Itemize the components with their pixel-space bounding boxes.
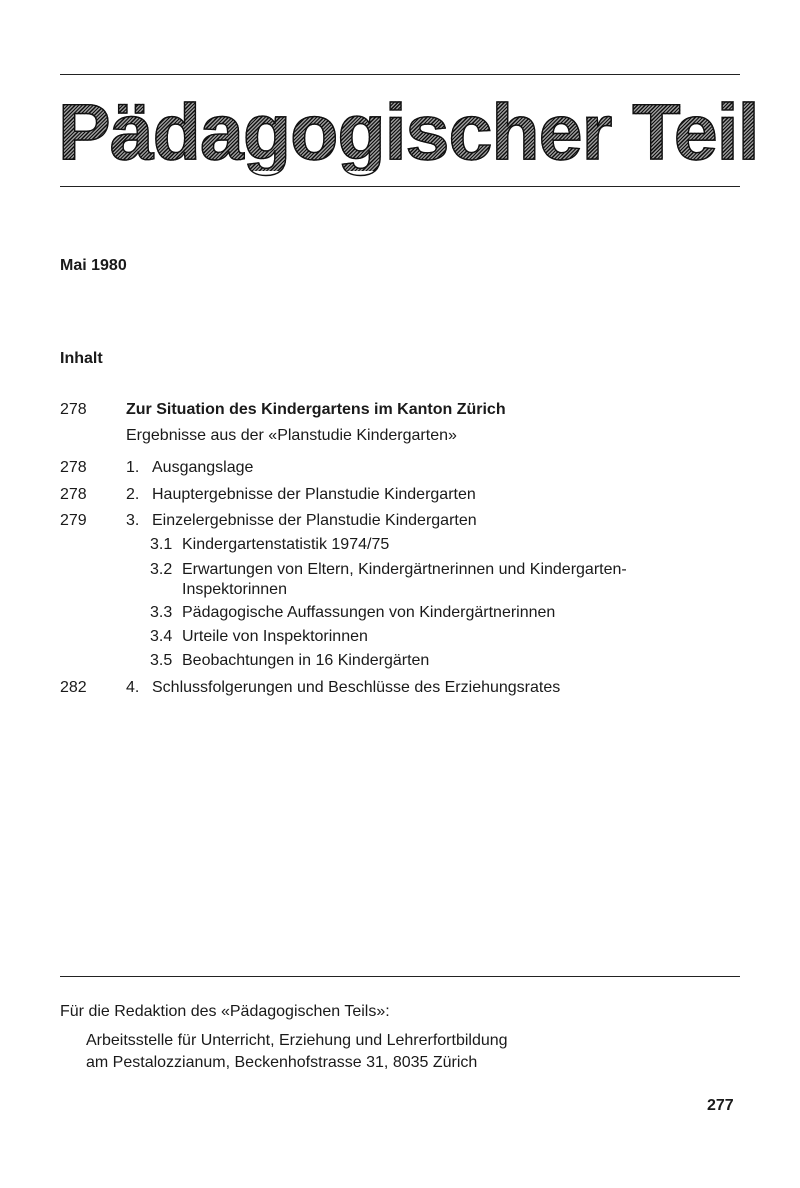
- top-rule: [60, 74, 740, 75]
- toc-item: [126, 487, 476, 503]
- section-title: Pädagogischer Teil: [58, 87, 759, 176]
- toc-subitem-number: 3.4: [150, 628, 173, 645]
- toc-item: [126, 513, 477, 529]
- toc-item-label: Schlussfolgerungen und Beschlüsse des Erziehungsrates: [152, 679, 561, 696]
- toc-item-label: Einzelergebnisse der Planstudie Kindergarten: [152, 512, 477, 529]
- editorial-label: Für die Redaktion des «Pädagogischen Teils»:: [60, 1003, 390, 1020]
- toc-subitem-number: 3.1: [150, 536, 173, 553]
- issue-date: Mai 1980: [60, 257, 127, 274]
- toc-subitem-label-continuation: Inspektorinnen: [182, 581, 287, 598]
- title-bottom-rule: [60, 186, 740, 187]
- toc-subitem-number: 3.3: [150, 604, 173, 621]
- toc-subitem: [150, 537, 389, 553]
- toc-item: [126, 460, 253, 476]
- footer-rule: [60, 976, 740, 977]
- toc-subitem: [150, 629, 368, 645]
- toc-main-page: 278: [60, 401, 87, 418]
- toc-subitem-label: Pädagogische Auffassungen von Kindergärtnerinnen: [182, 604, 556, 621]
- toc-item-number: 2.: [126, 486, 140, 503]
- toc-subitem-label: Urteile von Inspektorinnen: [182, 628, 368, 645]
- toc-item-number: 4.: [126, 679, 140, 696]
- toc-item-page: 282: [60, 679, 87, 696]
- toc-subitem-number: 3.5: [150, 652, 173, 669]
- toc-subitem: [150, 653, 429, 669]
- toc-item-page: 278: [60, 486, 87, 503]
- toc-main-title: Zur Situation des Kindergartens im Kanton Zürich: [126, 401, 506, 418]
- toc-item-page: 279: [60, 512, 87, 529]
- toc-subitem-continuation: [150, 582, 287, 598]
- toc-main-subtitle: Ergebnisse aus der «Planstudie Kindergarten»: [126, 427, 457, 444]
- address-line-2: am Pestalozzianum, Beckenhofstrasse 31, 8035 Zürich: [86, 1054, 478, 1071]
- toc-subitem: [150, 605, 555, 621]
- toc-item: [126, 680, 560, 696]
- toc-subitem-label: Kindergartenstatistik 1974/75: [182, 536, 390, 553]
- toc-item-label: Hauptergebnisse der Planstudie Kindergarten: [152, 486, 476, 503]
- contents-heading: Inhalt: [60, 350, 103, 367]
- toc-item-number: 1.: [126, 459, 140, 476]
- toc-item-number: 3.: [126, 512, 140, 529]
- page-number: 277: [707, 1097, 734, 1114]
- toc-subitem-number: 3.2: [150, 561, 173, 578]
- toc-subitem: [150, 562, 627, 578]
- address-line-1: Arbeitsstelle für Unterricht, Erziehung und Lehrerfortbildung: [86, 1032, 508, 1049]
- toc-item-page: 278: [60, 459, 87, 476]
- toc-item-label: Ausgangslage: [152, 459, 254, 476]
- toc-subitem-label: Beobachtungen in 16 Kindergärten: [182, 652, 430, 669]
- toc-subitem-label: Erwartungen von Eltern, Kindergärtnerinnen und Kindergarten-: [182, 561, 627, 578]
